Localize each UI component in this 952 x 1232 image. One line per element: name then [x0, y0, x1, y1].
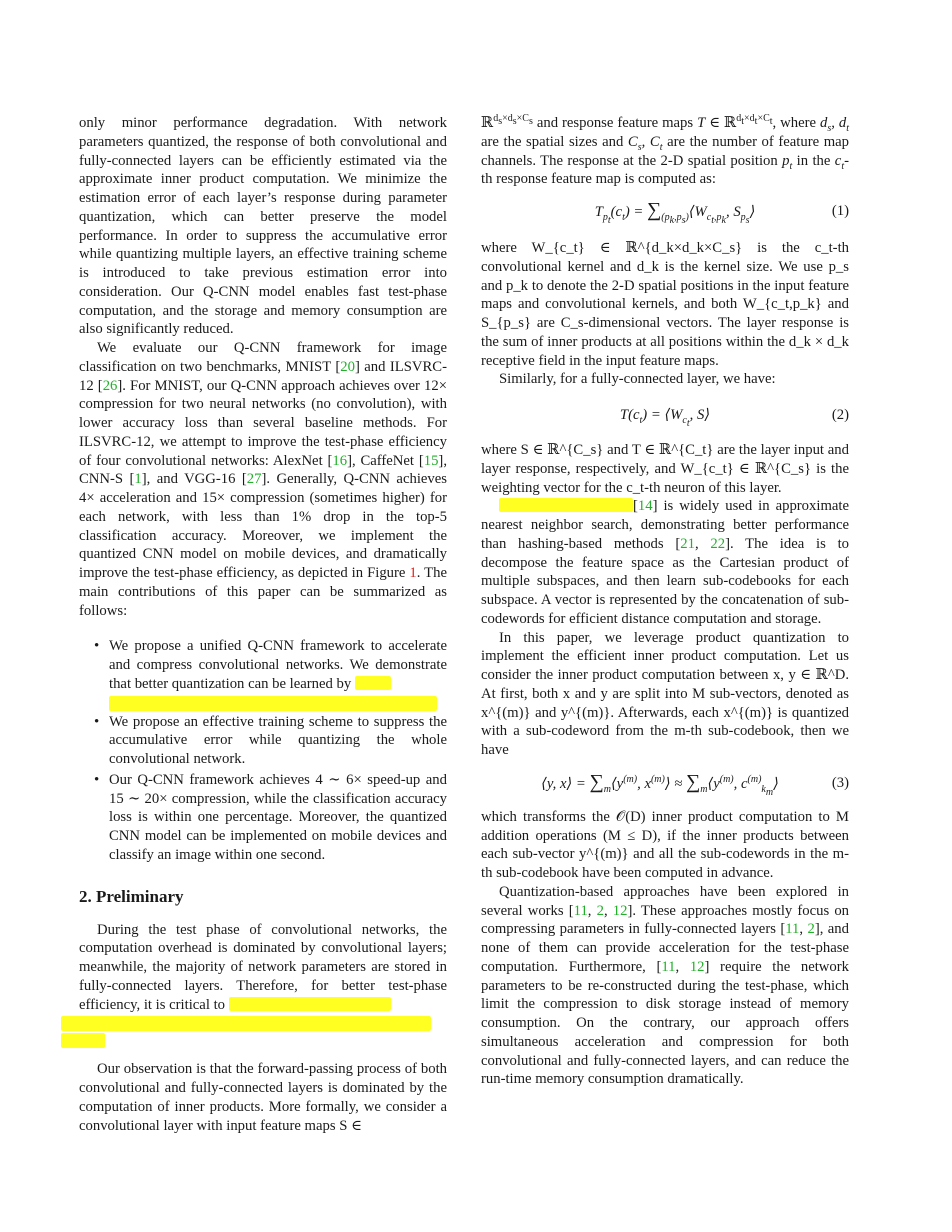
highlight-mark	[499, 498, 633, 512]
citation-link[interactable]: 15	[423, 452, 439, 469]
citation-link[interactable]: 11	[785, 921, 800, 938]
citation-link[interactable]: 12	[612, 902, 628, 919]
intro-paragraph-1: only minor performance degradation. With network parameters quantized, the response of both convolutional and fully-connected layers can be efficiently estimated via the approximate inner product computation. We minimize the estimation error of each layer’s response during parameter quantization, which can better preserve the model performance. In order to suppress the accumulative error while quantizing multiple layers, an effective training scheme is introduced to take previous estimation error into consideration. Our Q-CNN model enables fast test-phase computation, and the storage and memory consumption are also significantly reduced.	[79, 115, 447, 338]
preliminary-paragraph-2: Our observation is that the forward-passing process of both convolutional and fully-connected layers is dominated by the computation of inner products. More formally, we consider a convolutional layer with input feature maps S ∈	[79, 1061, 447, 1134]
list-item: • We propose an effective training scheme to suppress the accumulative error while quantizing the whole convolutional network.	[79, 713, 447, 769]
left-column	[79, 114, 447, 1135]
citation-link[interactable]: 27	[246, 471, 262, 488]
citation-link[interactable]: 11	[573, 902, 588, 919]
pq-paragraph: [14] is widely used in approximate nearest neighbor search, demonstrating better performance than hashing-based methods [21, 22]. The idea is to decompose the feature space as the Cartesian product of multiple subspaces, and then learn sub-codebooks for each subspace. A vector is represented by the concatenation of sub-codewords for efficient distance computation and storage.	[481, 498, 849, 627]
citation-link[interactable]: 16	[332, 452, 348, 469]
equation-2: $T(c_t)$ = $⟨W_{c_t}$, S⟩ (2)	[619, 406, 849, 429]
highlight-mark	[355, 676, 391, 690]
highlight-mark	[61, 1016, 431, 1031]
citation-link[interactable]: 2	[807, 921, 815, 938]
citation-link[interactable]: 1	[134, 471, 142, 488]
equation-3: ⟨y, x⟩ = $\sum_m⟨y^{(m)}$, $x^{(m)}⟩$ ≈ $\sum_m⟨y^{(m)}$, $c^{(m)}_{k_m}⟩$ (3)	[541, 771, 849, 799]
citation-link[interactable]: 26	[102, 377, 118, 394]
equation-number: (2)	[831, 406, 849, 423]
conv-definition-paragraph: where W_{c_t} ∈ ℝ^{d_k×d_k×C_s} is the c_t-th convolutional kernel and d_k is the kernel size. We use p_s and p_k to denote the 2-D spatial positions in the input feature maps and convolutional kernels, and both W_{c_t,p_k} and S_{p_s} are C_s-dimensional vectors. The layer response is the sum of inner products at all positions within the d_k × d_k receptive field in the input feature maps.	[481, 240, 849, 369]
highlight-mark	[61, 1033, 105, 1048]
preliminary-paragraph-1: During the test phase of convolutional networks, the computation overhead is dominated by convolutional layers; meanwhile, the majority of network parameters are stored in fully-connected layers. Therefore, for better test-phase efficiency, it is critical to	[79, 921, 447, 1049]
intro-paragraph-2: We evaluate our Q-CNN framework for image classification on two benchmarks, MNIST [20] and ILSVRC-12 [26]. For MNIST, our Q-CNN approach achieves over 12× compression for two neural networks (no convolution), with lower accuracy loss than several baseline methods. For ILSVRC-12, we attempt to improve the test-phase efficiency of four convolutional networks: AlexNet [16], CaffeNet [15], CNN-S [1], and VGG-16 [27]. Generally, Q-CNN achieves 4× acceleration and 15× compression (sometimes higher) for each network, with less than 1% drop in the top-5 classification accuracy. Moreover, we implement the quantized CNN model on mobile devices, and dramatically improve the test-phase efficiency, as depicted in Figure 1. The main contributions of this paper can be summarized as follows:	[79, 340, 447, 619]
inner-product-paragraph: In this paper, we leverage product quantization to implement the efficient inner product computation. Let us consider the inner product computation between x, y ∈ ℝ^D. At first, both x and y are split into M sub-vectors, denoted as x^{(m)} and y^{(m)}. Afterwards, each x^{(m)} is quantized with a sub-codeword from the m-th sub-codebook, then we have	[481, 629, 849, 758]
citation-link[interactable]: 12	[689, 958, 705, 975]
fc-intro-paragraph: Similarly, for a fully-connected layer, we have:	[499, 371, 776, 388]
citation-link[interactable]: 2	[596, 902, 604, 919]
contributions-list	[79, 637, 447, 864]
citation-link[interactable]: 20	[340, 358, 355, 375]
equation-number: (1)	[831, 202, 849, 219]
transform-paragraph: which transforms the 𝒪(D) inner product computation to M addition operations (M ≤ D), if the inner products between each sub-vector y^{(m)} and all the sub-codewords in the m-th sub-codebook have been computed in advance.	[481, 808, 849, 881]
citation-link[interactable]: 22	[710, 535, 726, 552]
related-work-paragraph: Quantization-based approaches have been explored in several works [11, 2, 12]. These approaches mostly focus on compressing parameters in fully-connected layers [11, 2], and none of them can provide acceleration for the test-phase computation. Furthermore, [11, 12] require the network parameters to be re-constructed during the test-phase, which limit the compression to disk storage instead of memory consumption. On the contrary, our approach offers simultaneous acceleration and compression for both convolutional and fully-connected layers, and can reduce the run-time memory consumption dramatically.	[481, 883, 850, 1088]
citation-link[interactable]: 14	[637, 498, 653, 515]
highlight-mark	[229, 997, 391, 1011]
right-column	[481, 114, 849, 1089]
citation-link[interactable]: 21	[680, 535, 695, 552]
equation-number: (3)	[831, 775, 849, 792]
list-item: • We propose a unified Q-CNN framework to accelerate and compress convolutional networks. We demonstrate that better quantization can be learned by	[79, 637, 447, 710]
citation-link[interactable]: 11	[661, 958, 676, 975]
preliminary-paragraph-2-cont: ℝ$^{d_s\times d_s\times C_s}$ and response feature maps T ∈ ℝ$^{d_t\times d_t\times C_t}$, where $d_s$, $d_t$ are the spatial sizes and $C_s$, $C_t$ are the number of feature map channels. The response at the 2-D spatial position $p_t$ in the $c_t-th$ response feature map is computed as:	[481, 113, 850, 188]
section-heading: 2. Preliminary	[79, 886, 184, 906]
fc-definition-paragraph: where S ∈ ℝ^{C_s} and T ∈ ℝ^{C_t} are the layer input and layer response, respectively, and W_{c_t} ∈ ℝ^{C_s} is the weighting vector for the c_t-th neuron of this layer.	[481, 442, 849, 496]
highlight-mark	[109, 696, 437, 711]
figure-link[interactable]: 1	[409, 565, 417, 581]
equation-1: $T_{p_t}(c_t)$ = $\sum_{(p_k,p_s)}⟨W_{c_t,p_k}$, $S_{p_s}⟩$ (1)	[594, 198, 849, 226]
list-item: • Our Q-CNN framework achieves 4 ∼ 6× speed-up and 15 ∼ 20× compression, while the classification accuracy loss is within one percentage. Moreover, the quantized CNN model can be implemented on mobile devices and classify an image within one second.	[79, 771, 447, 865]
